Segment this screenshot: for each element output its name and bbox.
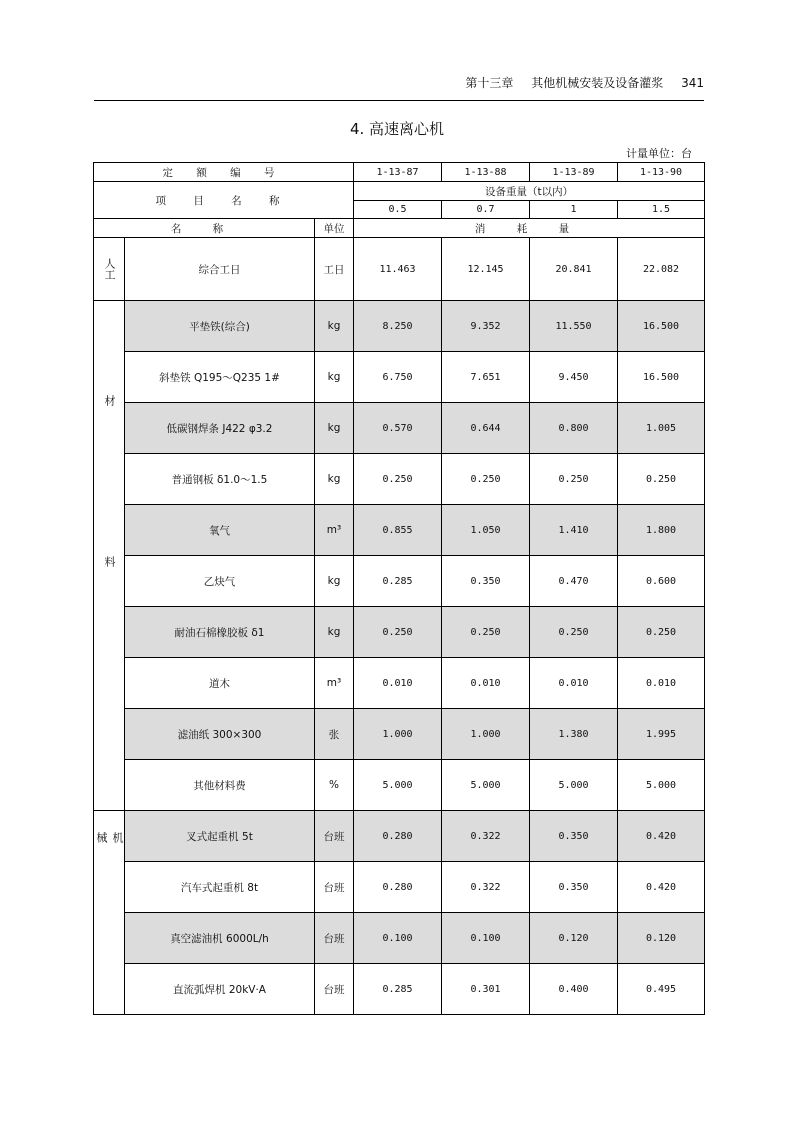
chapter-label: 第十三章: [465, 76, 514, 90]
value-cell: 0.855: [354, 505, 442, 556]
running-head: [94, 74, 704, 94]
value-cell: 0.250: [530, 607, 618, 658]
value-cell: 0.322: [442, 862, 530, 913]
table-row: [94, 454, 705, 505]
value-cell: 22.082: [618, 238, 705, 301]
value-cell: 0.100: [442, 913, 530, 964]
category-cell: 机械: [94, 811, 125, 1015]
unit-note: 计量单位：台: [626, 147, 692, 160]
item-unit: 台班: [315, 862, 354, 913]
item-name: 耐油石棉橡胶板 δ1: [125, 607, 315, 658]
weight-cell: 1.5: [618, 201, 705, 219]
value-cell: 0.600: [618, 556, 705, 607]
code-cell: 1-13-87: [354, 163, 442, 182]
value-cell: 1.410: [530, 505, 618, 556]
value-cell: 0.250: [530, 454, 618, 505]
item-name: 道木: [125, 658, 315, 709]
quota-number-row: [94, 163, 705, 182]
value-cell: 5.000: [618, 760, 705, 811]
table-row: [94, 658, 705, 709]
value-cell: 0.010: [618, 658, 705, 709]
value-cell: 16.500: [618, 301, 705, 352]
code-cell: 1-13-89: [530, 163, 618, 182]
table-row: [94, 505, 705, 556]
value-cell: 8.250: [354, 301, 442, 352]
table-row: [94, 862, 705, 913]
value-cell: 1.380: [530, 709, 618, 760]
item-unit: m³: [315, 505, 354, 556]
value-cell: 0.350: [530, 811, 618, 862]
value-cell: 0.010: [354, 658, 442, 709]
value-cell: 0.120: [618, 913, 705, 964]
value-cell: 11.550: [530, 301, 618, 352]
table-row: [94, 811, 705, 862]
consumption-label: 消 耗 量: [354, 219, 705, 238]
table-row: [94, 238, 705, 301]
name-label: 名 称: [94, 219, 315, 238]
item-name: 低碳钢焊条 J422 φ3.2: [125, 403, 315, 454]
value-cell: 0.250: [354, 454, 442, 505]
item-unit: kg: [315, 352, 354, 403]
item-name: 真空滤油机 6000L/h: [125, 913, 315, 964]
item-name: 普通钢板 δ1.0～1.5: [125, 454, 315, 505]
table-row: [94, 607, 705, 658]
value-cell: 0.100: [354, 913, 442, 964]
column-header-row: [94, 219, 705, 238]
item-unit: 台班: [315, 964, 354, 1015]
value-cell: 1.005: [618, 403, 705, 454]
value-cell: 0.570: [354, 403, 442, 454]
value-cell: 0.301: [442, 964, 530, 1015]
item-unit: kg: [315, 607, 354, 658]
value-cell: 5.000: [354, 760, 442, 811]
table-row: [94, 556, 705, 607]
value-cell: 0.285: [354, 556, 442, 607]
value-cell: 0.350: [442, 556, 530, 607]
table-row: [94, 964, 705, 1015]
value-cell: 12.145: [442, 238, 530, 301]
item-unit: %: [315, 760, 354, 811]
value-cell: 0.280: [354, 811, 442, 862]
value-cell: 1.800: [618, 505, 705, 556]
value-cell: 0.800: [530, 403, 618, 454]
table-row: [94, 709, 705, 760]
quota-table: [93, 162, 705, 1015]
value-cell: 5.000: [530, 760, 618, 811]
unit-label: 单位: [315, 219, 354, 238]
item-name: 其他材料费: [125, 760, 315, 811]
value-cell: 9.352: [442, 301, 530, 352]
value-cell: 0.250: [618, 454, 705, 505]
table-row: [94, 913, 705, 964]
table-row: [94, 301, 705, 352]
table-row: [94, 403, 705, 454]
value-cell: 0.495: [618, 964, 705, 1015]
item-name: 滤油纸 300×300: [125, 709, 315, 760]
value-cell: 20.841: [530, 238, 618, 301]
value-cell: 1.050: [442, 505, 530, 556]
value-cell: 16.500: [618, 352, 705, 403]
value-cell: 0.250: [442, 454, 530, 505]
item-unit: 张: [315, 709, 354, 760]
item-unit: m³: [315, 658, 354, 709]
code-cell: 1-13-90: [618, 163, 705, 182]
value-cell: 0.285: [354, 964, 442, 1015]
weight-cell: 0.5: [354, 201, 442, 219]
value-cell: 7.651: [442, 352, 530, 403]
table-row: [94, 760, 705, 811]
value-cell: 5.000: [442, 760, 530, 811]
value-cell: 0.400: [530, 964, 618, 1015]
item-unit: kg: [315, 556, 354, 607]
item-unit: kg: [315, 301, 354, 352]
value-cell: 1.995: [618, 709, 705, 760]
value-cell: 9.450: [530, 352, 618, 403]
item-name: 斜垫铁 Q195～Q235 1#: [125, 352, 315, 403]
code-cell: 1-13-88: [442, 163, 530, 182]
item-name: 综合工日: [125, 238, 315, 301]
item-unit: 台班: [315, 913, 354, 964]
value-cell: 0.322: [442, 811, 530, 862]
value-cell: 0.010: [442, 658, 530, 709]
weight-cell: 0.7: [442, 201, 530, 219]
item-name-label: 项 目 名 称: [94, 182, 354, 219]
value-cell: 0.644: [442, 403, 530, 454]
table-body: [94, 163, 705, 1015]
page-number: 341: [681, 76, 704, 90]
value-cell: 0.010: [530, 658, 618, 709]
quota-no-label: 定 额 编 号: [94, 163, 354, 182]
header-rule: [94, 100, 704, 101]
value-cell: 0.280: [354, 862, 442, 913]
table-row: [94, 352, 705, 403]
category-cell: 人工: [94, 238, 125, 301]
value-cell: 0.250: [618, 607, 705, 658]
value-cell: 1.000: [354, 709, 442, 760]
weight-cell: 1: [530, 201, 618, 219]
value-cell: 0.120: [530, 913, 618, 964]
value-cell: 0.250: [354, 607, 442, 658]
item-unit: kg: [315, 454, 354, 505]
value-cell: 0.350: [530, 862, 618, 913]
chapter-title: 其他机械安装及设备灌浆: [531, 76, 664, 90]
item-unit: 台班: [315, 811, 354, 862]
value-cell: 0.420: [618, 862, 705, 913]
item-name: 氧气: [125, 505, 315, 556]
item-name: 叉式起重机 5t: [125, 811, 315, 862]
value-cell: 11.463: [354, 238, 442, 301]
weight-header-row: [94, 182, 705, 201]
weight-label: 设备重量（t以内）: [354, 182, 705, 201]
item-unit: kg: [315, 403, 354, 454]
category-cell: 材料: [94, 301, 125, 811]
value-cell: 0.420: [618, 811, 705, 862]
value-cell: 1.000: [442, 709, 530, 760]
value-cell: 0.250: [442, 607, 530, 658]
section-title: 4. 高速离心机: [349, 120, 445, 138]
value-cell: 0.470: [530, 556, 618, 607]
item-unit: 工日: [315, 238, 354, 301]
item-name: 平垫铁(综合): [125, 301, 315, 352]
item-name: 汽车式起重机 8t: [125, 862, 315, 913]
item-name: 直流弧焊机 20kV·A: [125, 964, 315, 1015]
item-name: 乙炔气: [125, 556, 315, 607]
value-cell: 6.750: [354, 352, 442, 403]
